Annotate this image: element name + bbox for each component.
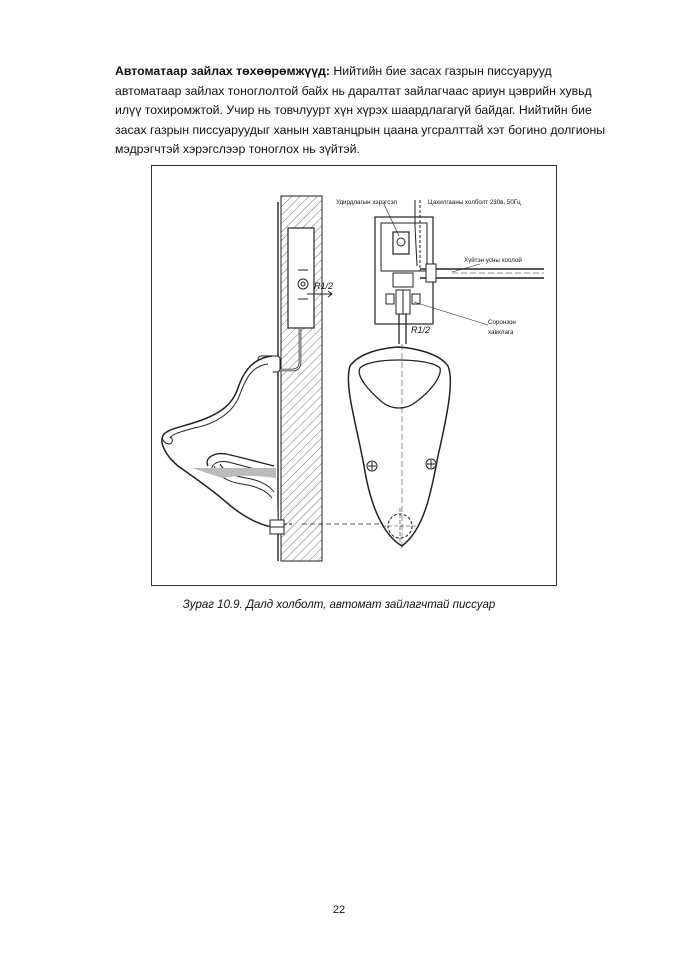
control-device-box xyxy=(393,232,409,254)
label-control-device: Удирдлагын хэрэгсэл xyxy=(336,199,398,206)
page-number: 22 xyxy=(332,904,346,916)
urinal-diagram-figure xyxy=(151,165,557,586)
label-power-connection: Цахилгааны холболт 230в, 50Гц xyxy=(428,199,521,206)
urinal-diagram xyxy=(152,166,558,587)
label-solenoid-valve-line2: хавхлага xyxy=(488,329,514,336)
paragraph-lead: Автоматаар зайлах төхөөрөмжүүд: xyxy=(115,64,330,78)
figure-caption: Зураг 10.9. Далд холболт, автомат зайлагчтай писсуар xyxy=(182,599,496,611)
label-thread-right: R1/2 xyxy=(411,325,431,335)
label-cold-water-pipe: Хүйтэн усны хоолой xyxy=(464,257,522,264)
paragraph-text: Нийтийн бие засах газрын писсуарууд автоматаар зайлах тоноглолтой байх нь даралтат зайлагчаас ариун цэврийн хувьд илүү тохиромжтой. Учир нь товчлуурт хүн хүрэх шаардлагагүй байдаг. Нийтийн бие засах газрын писсуаруудыг ханын хавтанцрын цаана угсралттай хэт богино долгионы мэдрэгчтэй хэрэгслээр тоноглох нь зүйтэй. xyxy=(115,64,606,157)
label-thread-left: R1/2 xyxy=(314,281,334,291)
label-solenoid-valve-line1: Соронзон xyxy=(488,319,516,326)
urinal-front-outline xyxy=(348,347,450,546)
concealed-unit-box xyxy=(288,228,314,328)
body-paragraph xyxy=(115,62,620,160)
front-view xyxy=(348,200,544,550)
